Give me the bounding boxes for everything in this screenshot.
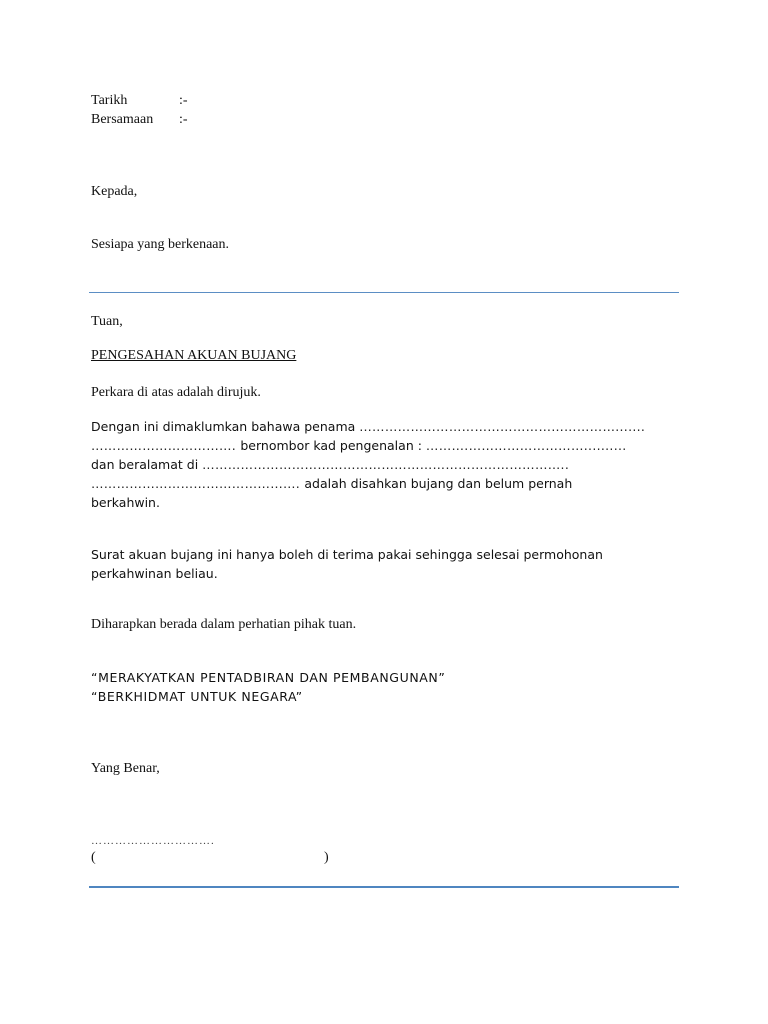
declaration-text-1: Dengan ini dimaklumkan bahawa penama (91, 419, 360, 434)
reference-line: Perkara di atas adalah dirujuk. (91, 385, 261, 400)
name-fill-dots: ……………………………………………………....... (359, 419, 646, 434)
declaration-line-5 (91, 493, 645, 512)
open-bracket: ( (91, 850, 96, 865)
close-bracket: ) (324, 850, 329, 865)
validity-line-1: Surat akuan bujang ini hanya boleh di terima pakai sehingga selesai permohonan (91, 547, 603, 562)
bersamaan-label: Bersamaan (91, 112, 154, 127)
address-fill-dots-cont: …………………………………………. (91, 476, 305, 491)
name-fill-dots-cont: ……………………………. (91, 438, 241, 453)
declaration-line-4 (91, 474, 645, 493)
declaration-text-2: bernombor kad pengenalan : (240, 438, 426, 453)
validity-line-2: perkahwinan beliau. (91, 566, 218, 581)
motto-block (91, 668, 445, 706)
validity-paragraph (91, 545, 603, 583)
declaration-line-3 (91, 455, 645, 474)
subject-heading: PENGESAHAN AKUAN BUJANG (91, 348, 297, 363)
kepada-line: Kepada, (91, 184, 138, 199)
motto-line-1: “MERAKYATKAN PENTADBIRAN DAN PEMBANGUNAN” (91, 670, 446, 685)
signature-line: …………………………. (91, 835, 215, 847)
sign-off: Yang Benar, (91, 761, 160, 776)
sesiapa-line: Sesiapa yang berkenaan. (91, 237, 229, 252)
declaration-text-4: adalah disahkan bujang dan belum pernah (304, 476, 573, 491)
closing-request: Diharapkan berada dalam perhatian pihak tuan. (91, 617, 357, 632)
declaration-text-5: berkahwin. (91, 495, 160, 510)
declaration-paragraph (91, 417, 645, 512)
motto-line-2: “BERKHIDMAT UNTUK NEGARA” (91, 689, 303, 704)
salutation: Tuan, (91, 314, 123, 329)
signatory-name-brackets (91, 849, 329, 867)
tarikh-value: :- (179, 93, 188, 108)
address-fill-dots: ………………………………………………………………………….. (202, 457, 570, 472)
bottom-divider (89, 886, 679, 888)
tarikh-label: Tarikh (91, 93, 128, 108)
tarikh-row (91, 92, 188, 110)
bersamaan-row (91, 111, 188, 129)
declaration-line-1 (91, 417, 645, 436)
top-divider (89, 292, 679, 293)
ic-fill-dots: ……….……………………….......... (425, 438, 627, 453)
declaration-text-3: dan beralamat di (91, 457, 203, 472)
bersamaan-value: :- (179, 112, 188, 127)
declaration-line-2 (91, 436, 645, 455)
